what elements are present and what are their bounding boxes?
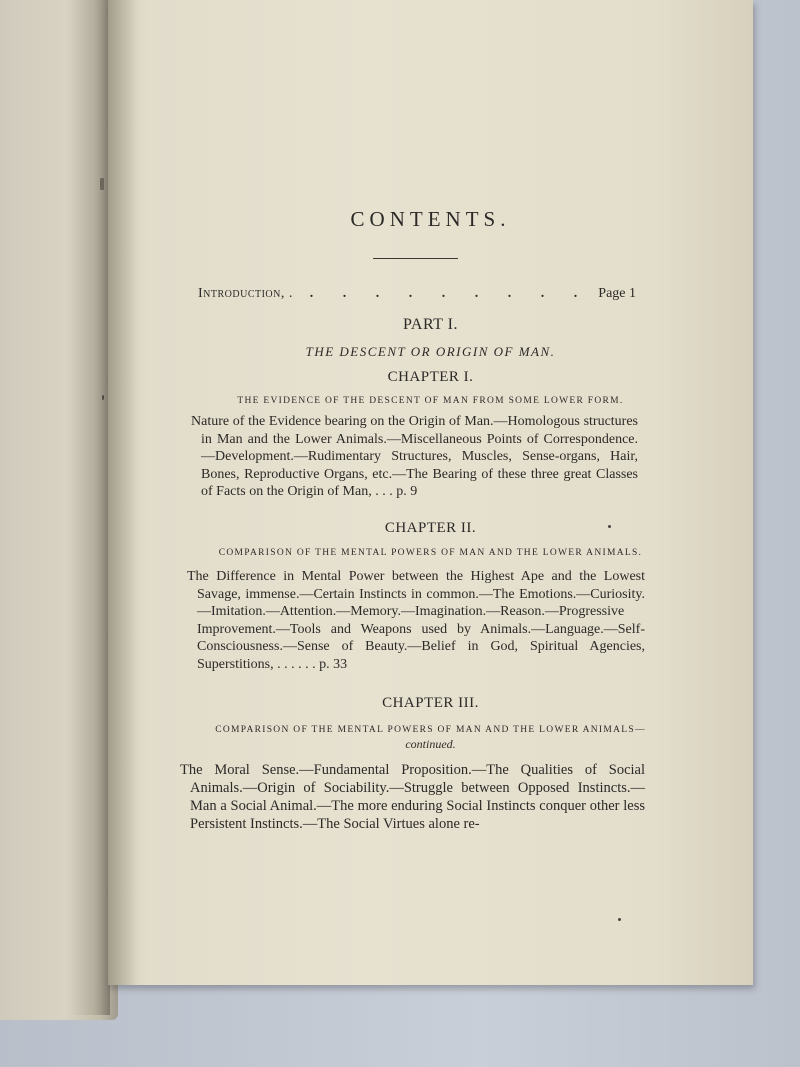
part-title: THE DESCENT OR ORIGIN OF MAN. (305, 344, 556, 359)
chapter-2-summary: The Difference in Mental Power between the Highest Ape and the Lowest Savage, immense.—Certain Instincts in common.—The Emotions.—Curiosity.—Imitation.—Attention.—Memory.—Imagination.—Reason.—Progressive Improvement.—Tools and Weapons used by Animals.—Language.—Self-Consciousness.—Sense of Beauty.—Belief in God, Spiritual Agencies, Superstitions, . . . . . . p. 33 (187, 569, 645, 672)
paper-speck (618, 918, 621, 921)
page-heading: CONTENTS. (350, 207, 511, 231)
left-page-edge-shadow (70, 0, 110, 1015)
page-gutter-shadow (108, 0, 138, 985)
chapter-1-summary: Nature of the Evidence bearing on the Origin of Man.—Homologous structures in Man and the Lower Animals.—Miscellaneous Points of Correspondence.—Development.—Rudimentary Structures, Muscles, Sense-organs, Hair, Bones, Reproductive Organs, etc.—The Bearing of these three great Classes of Facts on the Origin of Man, . . . p. 9 (191, 414, 638, 499)
chapter-1-label: CHAPTER I. (387, 369, 474, 385)
chapter-3-label: CHAPTER III. (382, 695, 479, 711)
chapter-2-subtitle: COMPARISON OF THE MENTAL POWERS OF MAN AND THE LOWER ANIMALS. (218, 548, 643, 558)
leader-dots: . . . . . . . . . (309, 286, 591, 301)
introduction-entry (198, 286, 636, 302)
chapter-2-label: CHAPTER II. (384, 520, 477, 536)
introduction-page: Page 1 (598, 286, 636, 301)
chapter-1-subtitle: THE EVIDENCE OF THE DESCENT OF MAN FROM SOME LOWER FORM. (237, 396, 624, 406)
chapter-3-subtitle: COMPARISON OF THE MENTAL POWERS OF MAN AND THE LOWER ANIMALS— (215, 725, 646, 735)
introduction-label: Introduction, . (198, 286, 293, 301)
part-label: PART I. (402, 316, 458, 333)
heading-rule (373, 258, 458, 259)
paper-speck (102, 395, 104, 400)
chapter-3-summary: The Moral Sense.—Fundamental Proposition.—The Qualities of Social Animals.—Origin of Sociability.—Struggle between Opposed Instincts.—Man a Social Animal.—The more enduring Social Instincts conquer other less Persistent Instincts.—The Social Virtues alone re- (180, 762, 645, 832)
chapter-3-subtitle-continued: continued. (405, 737, 456, 751)
spine-mark (100, 178, 104, 190)
